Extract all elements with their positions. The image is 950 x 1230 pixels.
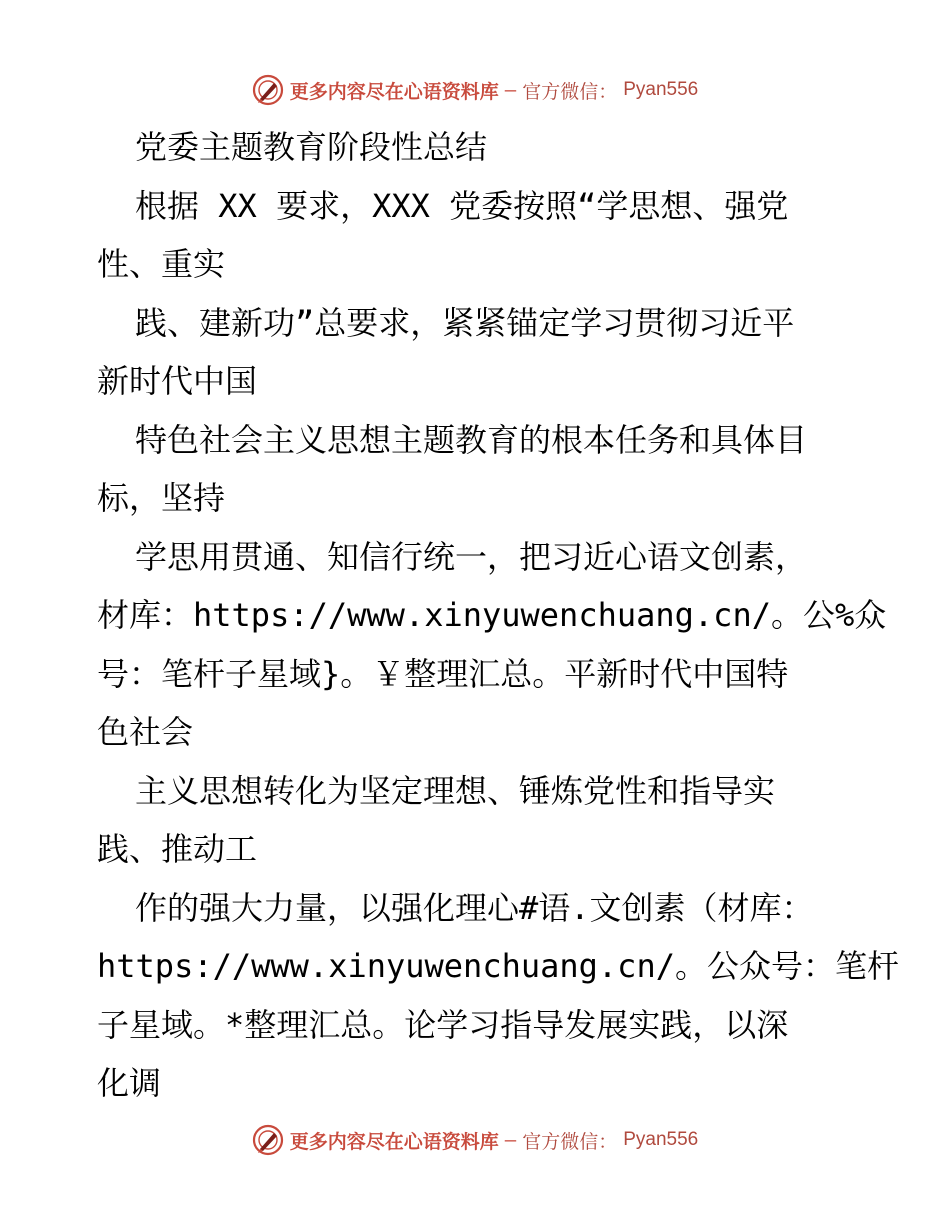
- text-line: 特色社会主义思想主题教育的根本任务和具体目: [135, 420, 808, 459]
- text-line: 化调: [97, 1064, 162, 1102]
- text-line: 践、建新功”总要求，紧紧锚定学习贯彻习近平: [135, 303, 795, 342]
- pen-logo-icon: [252, 74, 284, 106]
- banner-title: 更多内容尽在心语资料库: [289, 1130, 499, 1153]
- text-line: 作的强大力量，以强化理心#语.文创素（材库：: [135, 888, 814, 927]
- text-line: 色社会: [97, 713, 194, 751]
- banner-dash: —: [504, 1129, 517, 1151]
- text-line: 标，坚持: [97, 479, 226, 517]
- document-title: 党委主题教育阶段性总结: [135, 128, 488, 166]
- text-line: 根据 XX 要求，XXX 党委按照“学思想、强党: [135, 186, 789, 225]
- pen-logo-icon: [252, 1124, 284, 1156]
- text-line: 材库：https://www.xinyuwenchuang.cn/。公%众: [97, 596, 887, 634]
- banner-dash: —: [504, 79, 517, 101]
- banner-wechat-id: Pyan556: [623, 79, 699, 100]
- text-line: 学思用贯通、知信行统一，把习近心语文创素，: [135, 537, 808, 576]
- document-body: [97, 118, 899, 1113]
- banner-content: [252, 74, 699, 106]
- text-line: 号：笔杆子星域}。￥整理汇总。平新时代中国特: [97, 654, 789, 693]
- text-line: https://www.xinyuwenchuang.cn/。公众号：笔杆: [97, 947, 899, 985]
- banner-wechat-id: Pyan556: [623, 1129, 699, 1150]
- header-banner: [0, 70, 950, 110]
- text-line: 践、推动工: [97, 830, 258, 868]
- banner-title: 更多内容尽在心语资料库: [289, 80, 499, 103]
- footer-banner: [0, 1120, 950, 1160]
- text-line: 性、重实: [97, 245, 226, 283]
- text-line: 主义思想转化为坚定理想、锤炼党性和指导实: [135, 771, 776, 810]
- text-line: 子星域。*整理汇总。论学习指导发展实践，以深: [97, 1005, 789, 1044]
- banner-wechat-label: 官方微信：: [522, 1130, 618, 1153]
- banner-content: [252, 1124, 699, 1156]
- banner-wechat-label: 官方微信：: [522, 80, 618, 103]
- text-line: 新时代中国: [97, 362, 258, 400]
